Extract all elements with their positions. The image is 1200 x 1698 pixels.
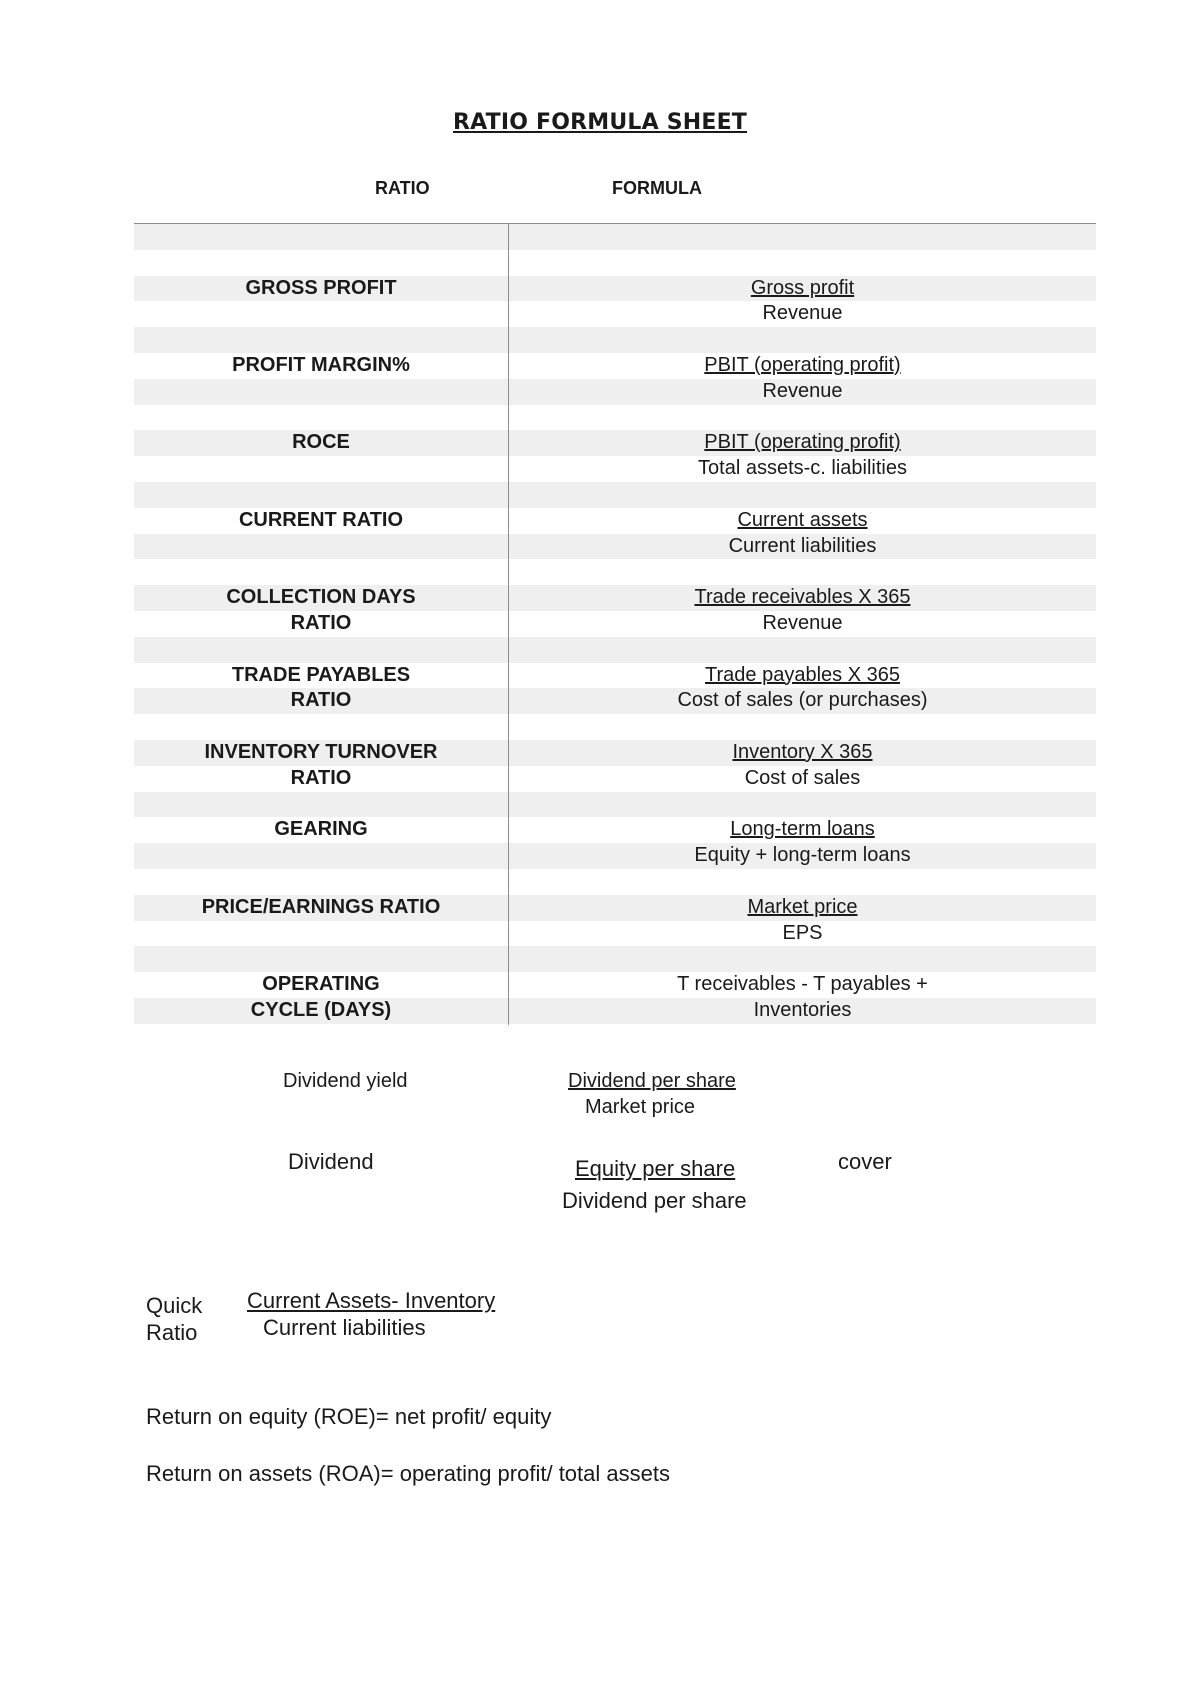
formula-denominator: Cost of sales [744, 766, 861, 789]
ratio-name-cell [134, 869, 508, 895]
table-row [134, 585, 1096, 611]
formula-cell [509, 405, 1096, 431]
table-row [134, 559, 1096, 585]
table-row [134, 972, 1096, 998]
quick-ratio-numerator: Current Assets- Inventory [247, 1288, 496, 1313]
formula-cell [509, 972, 1096, 998]
table-row [134, 301, 1096, 327]
ratio-name-cell: COLLECTION DAYS [226, 586, 416, 609]
table-row [134, 405, 1096, 431]
dividend-yield-denominator: Market price [585, 1096, 696, 1118]
quick-ratio-label-line2: Ratio [146, 1320, 198, 1345]
formula-denominator: Total assets-c. liabilities [698, 457, 907, 480]
table-row [134, 327, 1096, 353]
ratio-name-cell: RATIO [290, 689, 352, 712]
table-row [134, 353, 1096, 379]
ratio-name-cell [134, 482, 508, 508]
ratio-name-cell [134, 946, 508, 972]
formula-numerator: Inventory X 365 [732, 740, 873, 763]
formula-cell [509, 379, 1096, 405]
ratio-table-rows [134, 224, 1096, 1024]
table-row [134, 276, 1096, 302]
quick-ratio-denominator: Current liabilities [263, 1315, 426, 1340]
ratio-name-cell [134, 792, 508, 818]
formula-cell [509, 843, 1096, 869]
ratio-name-cell: TRADE PAYABLES [231, 663, 411, 686]
formula-cell [509, 250, 1096, 276]
formula-cell [509, 456, 1096, 482]
table-row [134, 224, 1096, 250]
formula-cell [509, 663, 1096, 689]
ratio-name-cell [134, 405, 508, 431]
formula-cell [509, 766, 1096, 792]
ratio-name-cell [134, 250, 508, 276]
dividend-cover-label-right: cover [838, 1149, 892, 1174]
formula-denominator: EPS [782, 921, 823, 944]
formula-cell [509, 611, 1096, 637]
formula-cell [509, 688, 1096, 714]
formula-numerator: Long-term loans [730, 818, 875, 841]
formula-cell [509, 353, 1096, 379]
formula-denominator: Revenue [762, 611, 843, 634]
formula-numerator: PBIT (operating profit) [704, 353, 901, 376]
formula-cell [509, 740, 1096, 766]
ratio-name-cell: ROCE [292, 431, 350, 454]
formula-cell [509, 817, 1096, 843]
formula-cell [509, 895, 1096, 921]
formula-cell [509, 714, 1096, 740]
table-row [134, 430, 1096, 456]
formula-cell [509, 585, 1096, 611]
page-title: RATIO FORMULA SHEET [452, 110, 748, 135]
formula-cell [509, 224, 1096, 250]
ratio-name-cell: INVENTORY TURNOVER [204, 740, 438, 763]
formula-cell [509, 792, 1096, 818]
ratio-name-cell: RATIO [290, 611, 352, 634]
table-row [134, 250, 1096, 276]
table-row [134, 663, 1096, 689]
table-row [134, 482, 1096, 508]
table-row [134, 895, 1096, 921]
ratio-name-cell: PROFIT MARGIN% [232, 353, 410, 376]
formula-cell [509, 921, 1096, 947]
ratio-name-cell [134, 456, 508, 482]
table-row [134, 379, 1096, 405]
ratio-name-cell [134, 921, 508, 947]
quick-ratio-label-line1: Quick [146, 1293, 203, 1318]
formula-numerator: Trade receivables X 365 [694, 586, 911, 609]
column-header-formula: FORMULA [612, 178, 702, 198]
dividend-cover-label-left: Dividend [288, 1149, 374, 1174]
table-row [134, 740, 1096, 766]
formula-cell [509, 946, 1096, 972]
formula-cell [509, 301, 1096, 327]
ratio-name-cell [134, 379, 508, 405]
formula-numerator: Market price [747, 895, 858, 918]
ratio-name-cell: CURRENT RATIO [238, 508, 404, 531]
formula-cell [509, 998, 1096, 1024]
table-row [134, 766, 1096, 792]
formula-numerator: Current assets [737, 508, 868, 531]
formula-denominator: Revenue [762, 379, 843, 402]
formula-cell [509, 637, 1096, 663]
ratio-name-cell [134, 843, 508, 869]
formula-cell [509, 869, 1096, 895]
formula-cell [509, 482, 1096, 508]
formula-denominator: Inventories [753, 998, 852, 1021]
formula-cell [509, 327, 1096, 353]
ratio-name-cell [134, 714, 508, 740]
formula-numerator: Gross profit [750, 276, 855, 299]
ratio-name-cell [134, 224, 508, 250]
table-row [134, 869, 1096, 895]
table-row [134, 456, 1096, 482]
table-row [134, 534, 1096, 560]
formula-denominator: Current liabilities [728, 534, 877, 557]
formula-cell [509, 508, 1096, 534]
ratio-name-cell: GROSS PROFIT [245, 276, 397, 299]
dividend-cover-denominator: Dividend per share [562, 1188, 747, 1213]
ratio-name-cell [134, 301, 508, 327]
table-row [134, 792, 1096, 818]
formula-cell [509, 534, 1096, 560]
formula-denominator: Cost of sales (or purchases) [677, 689, 928, 712]
table-row [134, 921, 1096, 947]
formula-numerator: PBIT (operating profit) [704, 431, 901, 454]
formula-denominator: Equity + long-term loans [694, 844, 911, 867]
formula-cell [509, 430, 1096, 456]
ratio-table [134, 223, 1096, 1025]
ratio-name-cell [134, 559, 508, 585]
table-row [134, 817, 1096, 843]
table-row [134, 611, 1096, 637]
table-top-border [134, 223, 1096, 224]
table-row [134, 688, 1096, 714]
formula-denominator: T receivables - T payables + [677, 973, 928, 996]
ratio-name-cell: GEARING [274, 818, 368, 841]
table-column-divider [508, 223, 509, 1025]
table-row [134, 637, 1096, 663]
ratio-name-cell [134, 637, 508, 663]
table-row [134, 946, 1096, 972]
table-row [134, 998, 1096, 1024]
table-row [134, 508, 1096, 534]
ratio-name-cell: CYCLE (DAYS) [250, 998, 392, 1021]
roe-formula: Return on equity (ROE)= net profit/ equity [146, 1404, 552, 1429]
ratio-name-cell: PRICE/EARNINGS RATIO [201, 895, 441, 918]
formula-denominator: Revenue [762, 302, 843, 325]
table-row [134, 714, 1096, 740]
formula-cell [509, 276, 1096, 302]
formula-numerator: Trade payables X 365 [705, 663, 900, 686]
table-row [134, 843, 1096, 869]
ratio-name-cell [134, 534, 508, 560]
column-header-ratio: RATIO [375, 178, 430, 198]
ratio-name-cell: OPERATING [262, 973, 380, 996]
ratio-name-cell: RATIO [290, 766, 352, 789]
dividend-cover-numerator: Equity per share [575, 1156, 736, 1181]
roa-formula: Return on assets (ROA)= operating profit/ total assets [146, 1461, 670, 1486]
ratio-name-cell [134, 327, 508, 353]
dividend-yield-numerator: Dividend per share [568, 1070, 736, 1092]
dividend-yield-label: Dividend yield [283, 1070, 408, 1092]
formula-cell [509, 559, 1096, 585]
